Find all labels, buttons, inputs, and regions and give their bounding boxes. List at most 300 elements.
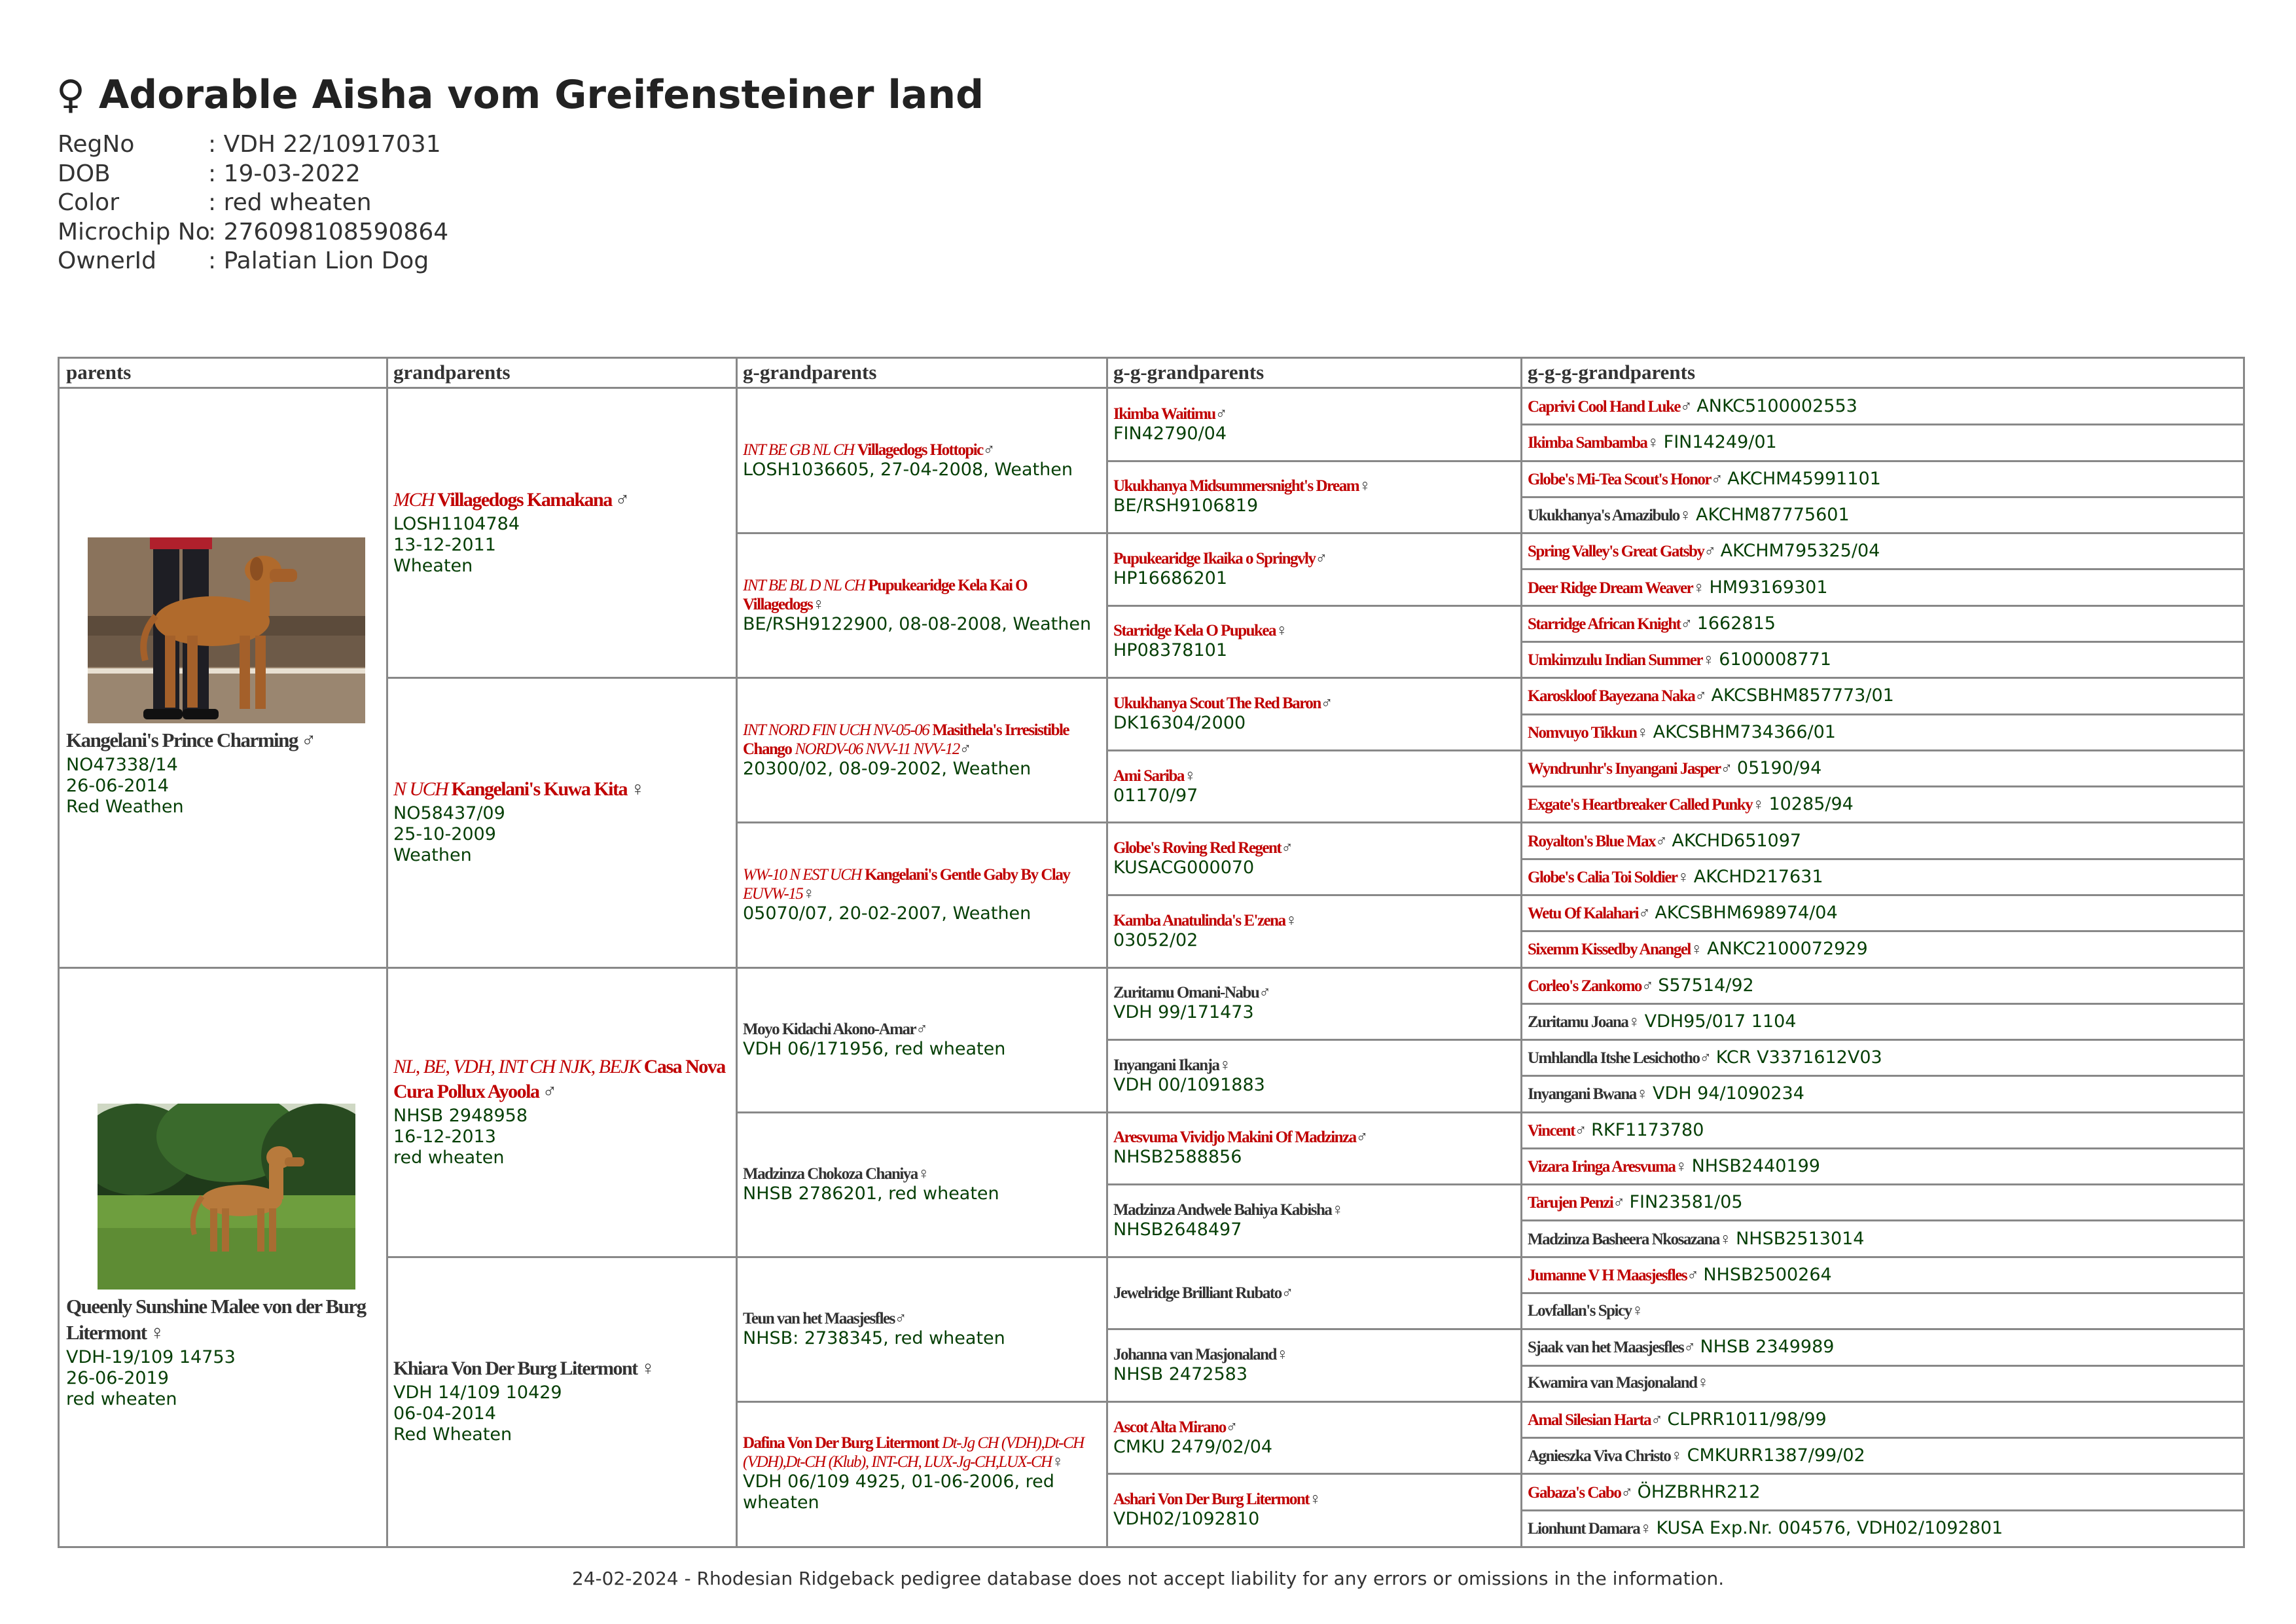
great-grandparent-cell[interactable] bbox=[736, 822, 1107, 967]
dog-name: Ukukhanya's Amazibulo bbox=[1528, 506, 1679, 524]
grandparent-cell[interactable] bbox=[387, 388, 736, 677]
detail-line: BE/RSH9106819 bbox=[1113, 496, 1259, 516]
sex-symbol: ♂ bbox=[1225, 1418, 1237, 1436]
detail-line: red wheaten bbox=[66, 1388, 177, 1409]
parent-name bbox=[66, 1295, 387, 1347]
dog-name: Globe's Mi-Tea Scout's Honor bbox=[1528, 470, 1712, 488]
great-grandparent-name bbox=[743, 721, 1107, 759]
dog-name: Spring Valley's Great Gatsby bbox=[1528, 543, 1704, 561]
ggg-grandparent-cell[interactable] bbox=[1521, 786, 2243, 822]
gg-grandparent-cell[interactable] bbox=[1107, 1184, 1521, 1257]
sex-symbol: ♂ bbox=[615, 489, 629, 511]
dog-name: Vizara Iringa Aresvuma bbox=[1528, 1158, 1676, 1176]
gg-grandparent-name bbox=[1113, 621, 1521, 640]
dog-name: Zuritamu Joana bbox=[1528, 1013, 1628, 1031]
ggg-grandparent-cell[interactable] bbox=[1521, 1148, 2243, 1184]
dog-name: Ukukhanya Scout The Red Baron bbox=[1113, 695, 1321, 713]
gg-grandparent-cell[interactable] bbox=[1107, 1112, 1521, 1185]
registration-number: AKCHD651097 bbox=[1672, 830, 1802, 851]
registration-number: AKCHM795325/04 bbox=[1720, 541, 1880, 562]
gg-grandparent-name bbox=[1113, 983, 1521, 1002]
great-grandparent-name bbox=[743, 865, 1107, 903]
dog-name: Wyndrunhr's Inyangani Jasper bbox=[1528, 759, 1721, 778]
title-prefix: MCH bbox=[393, 489, 435, 511]
detail-line: VDH 99/171473 bbox=[1113, 1002, 1254, 1023]
detail-line: CMKU 2479/02/04 bbox=[1113, 1436, 1273, 1457]
sex-symbol: ♂ bbox=[916, 1020, 927, 1038]
dog-name: Amal Silesian Harta bbox=[1528, 1411, 1651, 1430]
gg-grandparent-name bbox=[1113, 1418, 1521, 1437]
dog-title bbox=[56, 72, 984, 118]
sex-symbol: ♀ bbox=[1276, 622, 1287, 640]
ggg-grandparent-cell[interactable] bbox=[1521, 1473, 2243, 1509]
detail-line: NHSB 2948958 bbox=[393, 1105, 528, 1126]
great-grandparent-name bbox=[743, 1309, 1107, 1328]
dog-name: Madzinza Andwele Bahiya Kabisha bbox=[1113, 1200, 1332, 1219]
dog-name: Nomvuyo Tikkun bbox=[1528, 723, 1637, 742]
great-grandparent-name bbox=[743, 1434, 1107, 1471]
dog-name: Deer Ridge Dream Weaver bbox=[1528, 579, 1693, 597]
ggg-grandparent-cell[interactable] bbox=[1521, 424, 2243, 460]
sex-symbol: ♂ bbox=[1687, 1266, 1698, 1284]
detail-line: 26-06-2014 bbox=[66, 776, 169, 797]
grandparent-name bbox=[393, 489, 736, 514]
registration-number: NHSB2440199 bbox=[1691, 1156, 1820, 1177]
sex-symbol: ♀ bbox=[1285, 911, 1297, 929]
title-prefix: N UCH bbox=[393, 778, 448, 801]
female-symbol: ♀ bbox=[56, 72, 85, 118]
detail-line: 01170/97 bbox=[1113, 785, 1198, 806]
sex-symbol: ♀ bbox=[1677, 868, 1689, 886]
ggg-grandparent-cell[interactable] bbox=[1521, 1437, 2243, 1473]
detail-line: KUSACG000070 bbox=[1113, 857, 1255, 878]
footer-disclaimer: 24-02-2024 - Rhodesian Ridgeback pedigree database does not accept liability for any errors or omissions in the information. bbox=[571, 1568, 1725, 1589]
title-prefix: INT BE BL D NL CH bbox=[743, 576, 865, 594]
dog-photo bbox=[66, 537, 387, 723]
column-header-1: parents bbox=[66, 361, 132, 384]
info-row-owner: OwnerId : Palatian Lion Dog bbox=[58, 247, 429, 274]
registration-number: ANKC5100002553 bbox=[1696, 396, 1857, 417]
gg-grandparent-name bbox=[1113, 1128, 1521, 1147]
sex-symbol: ♀ bbox=[1219, 1056, 1230, 1074]
grandparent-name bbox=[393, 778, 736, 803]
dog-name: Moyo Kidachi Akono-Amar bbox=[743, 1020, 916, 1038]
gg-grandparent-name bbox=[1113, 477, 1521, 496]
detail-line: 03052/02 bbox=[1113, 929, 1198, 950]
dog-name: Kamba Anatulinda's E'zena bbox=[1113, 911, 1285, 929]
great-grandparent-cell[interactable] bbox=[736, 1257, 1107, 1401]
sire-cell[interactable] bbox=[60, 388, 387, 967]
ggg-grandparent-cell[interactable] bbox=[1521, 1293, 2243, 1329]
dog-name: Jumanne V H Maasjesfles bbox=[1528, 1266, 1687, 1284]
sex-symbol: ♂ bbox=[1315, 549, 1327, 568]
detail-line: 25-10-2009 bbox=[393, 824, 496, 845]
dog-name: Umhlandla Itshe Lesichotho bbox=[1528, 1049, 1700, 1068]
registration-number: ÖHZBRHR212 bbox=[1637, 1481, 1761, 1502]
ggg-grandparent-cell[interactable] bbox=[1521, 677, 2243, 713]
ggg-grandparent-cell[interactable] bbox=[1521, 1329, 2243, 1365]
detail-line: NHSB2648497 bbox=[1113, 1219, 1242, 1240]
dog-name: Wetu Of Kalahari bbox=[1528, 905, 1639, 923]
registration-number: 10285/94 bbox=[1768, 794, 1854, 815]
sex-symbol: ♂ bbox=[1680, 398, 1692, 416]
ggg-grandparent-cell[interactable] bbox=[1521, 605, 2243, 641]
ggg-grandparent-cell[interactable] bbox=[1521, 1003, 2243, 1039]
ggg-grandparent-cell[interactable] bbox=[1521, 1039, 2243, 1075]
dog-name: Starridge African Knight bbox=[1528, 615, 1681, 633]
ggg-grandparent-cell[interactable] bbox=[1521, 1510, 2243, 1546]
registration-number: RKF1173780 bbox=[1591, 1119, 1704, 1140]
gg-grandparent-name bbox=[1113, 1345, 1521, 1364]
detail-line: NO47338/14 bbox=[66, 755, 178, 776]
sex-symbol: ♀ bbox=[1359, 477, 1371, 496]
ggg-grandparent-cell[interactable] bbox=[1521, 1075, 2243, 1111]
ggg-grandparent-cell[interactable] bbox=[1521, 388, 2243, 424]
dog-name: Exgate's Heartbreaker Called Punky bbox=[1528, 796, 1753, 814]
sex-symbol: ♀ bbox=[1636, 723, 1648, 742]
dog-name: Kangelani's Kuwa Kita bbox=[451, 778, 627, 801]
grandparent-name bbox=[393, 1056, 736, 1106]
gg-grandparent-cell[interactable] bbox=[1107, 967, 1521, 1040]
sex-symbol: ♂ bbox=[1641, 977, 1653, 995]
registration-number: HM93169301 bbox=[1709, 577, 1828, 598]
dog-name: Sjaak van het Maasjesfles bbox=[1528, 1339, 1684, 1357]
title-suffix: NORDV-06 NVV-11 NVV-12 bbox=[795, 740, 960, 758]
ggg-grandparent-cell[interactable] bbox=[1521, 895, 2243, 931]
sex-symbol: ♂ bbox=[1680, 615, 1692, 633]
registration-number: VDH 94/1090234 bbox=[1653, 1083, 1804, 1104]
sex-symbol: ♀ bbox=[1752, 796, 1764, 814]
dog-name: Dafina Von Der Burg Litermont bbox=[743, 1434, 939, 1453]
registration-number: 05190/94 bbox=[1736, 757, 1822, 778]
detail-line: Weathen bbox=[393, 845, 472, 866]
sex-symbol: ♂ bbox=[1699, 1049, 1711, 1068]
grandparent-cell[interactable] bbox=[387, 677, 736, 967]
gg-grandparent-cell[interactable] bbox=[1107, 895, 1521, 967]
sex-symbol: ♀ bbox=[1636, 1085, 1648, 1104]
detail-line: 13-12-2011 bbox=[393, 535, 496, 556]
registration-number: KUSA Exp.Nr. 004576, VDH02/1092801 bbox=[1656, 1517, 2003, 1538]
gg-grandparent-name bbox=[1113, 549, 1521, 568]
detail-line: 26-06-2019 bbox=[66, 1367, 169, 1388]
sex-symbol: ♂ bbox=[1281, 839, 1293, 857]
detail-line: 16-12-2013 bbox=[393, 1126, 496, 1147]
title-prefix: INT BE GB NL CH bbox=[743, 441, 854, 460]
gg-grandparent-cell[interactable] bbox=[1107, 677, 1521, 750]
sex-symbol: ♀ bbox=[1331, 1200, 1343, 1219]
great-grandparent-name bbox=[743, 441, 1107, 460]
gg-grandparent-name bbox=[1113, 1200, 1521, 1219]
registration-number: CMKURR1387/99/02 bbox=[1687, 1445, 1865, 1466]
sex-symbol: ♂ bbox=[1695, 687, 1706, 706]
sex-symbol: ♂ bbox=[1355, 1128, 1367, 1147]
sex-symbol: ♀ bbox=[1183, 767, 1196, 785]
column-header-4: g-g-grandparents bbox=[1113, 361, 1265, 384]
detail-line: NHSB: 2738345, red wheaten bbox=[743, 1327, 1005, 1348]
brown-ridgeback-standing-photo bbox=[88, 537, 365, 723]
registration-number: KCR V3371612V03 bbox=[1715, 1047, 1882, 1068]
ggg-grandparent-cell[interactable] bbox=[1521, 461, 2243, 497]
detail-line: NHSB2588856 bbox=[1113, 1147, 1242, 1168]
ggg-grandparent-cell[interactable] bbox=[1521, 967, 2243, 1003]
sex-symbol: ♀ bbox=[1051, 1453, 1063, 1471]
detail-line: VDH02/1092810 bbox=[1113, 1509, 1260, 1530]
gg-grandparent-name bbox=[1113, 1490, 1521, 1509]
registration-number: NHSB 2349989 bbox=[1700, 1337, 1835, 1358]
ggg-grandparent-cell[interactable] bbox=[1521, 569, 2243, 605]
info-row-microchip: Microchip No : 276098108590864 bbox=[58, 218, 449, 245]
ggg-grandparent-cell[interactable] bbox=[1521, 533, 2243, 569]
ggg-grandparent-cell[interactable] bbox=[1521, 931, 2243, 967]
detail-line: red wheaten bbox=[393, 1147, 505, 1168]
gg-grandparent-cell[interactable] bbox=[1107, 1039, 1521, 1112]
dog-name: Vincent bbox=[1528, 1121, 1575, 1140]
registration-number: NHSB2500264 bbox=[1703, 1264, 1832, 1285]
detail-line: 06-04-2014 bbox=[393, 1403, 496, 1424]
registration-number: AKCSBHM734366/01 bbox=[1653, 721, 1836, 742]
sex-symbol: ♂ bbox=[542, 1080, 556, 1102]
sex-symbol: ♀ bbox=[1670, 1447, 1682, 1466]
title-prefix: INT NORD FIN UCH NV-05-06 bbox=[743, 721, 929, 739]
dog-name: Umkimzulu Indian Summer bbox=[1528, 651, 1702, 670]
title-suffix: EUVW-15 bbox=[743, 884, 803, 903]
great-grandparent-name bbox=[743, 576, 1107, 614]
detail-line: VDH 06/171956, red wheaten bbox=[743, 1038, 1006, 1059]
grandparent-cell[interactable] bbox=[387, 1257, 736, 1546]
registration-number: AKCHM87775601 bbox=[1696, 504, 1850, 525]
sex-symbol: ♀ bbox=[1276, 1346, 1288, 1364]
dog-name: Aresvuma Vividjo Makini Of Madzinza bbox=[1113, 1128, 1356, 1147]
sex-symbol: ♀ bbox=[1675, 1158, 1687, 1176]
registration-number: AKCHM45991101 bbox=[1727, 468, 1881, 489]
dog-name: Johanna van Masjonaland bbox=[1113, 1346, 1276, 1364]
dog-name: Khiara Von Der Burg Litermont bbox=[393, 1357, 637, 1379]
dog-name: Royalton's Blue Max bbox=[1528, 832, 1656, 850]
dog-name: Agnieszka Viva Christo bbox=[1528, 1447, 1671, 1466]
detail-line: NO58437/09 bbox=[393, 803, 505, 824]
ggg-grandparent-cell[interactable] bbox=[1521, 641, 2243, 677]
great-grandparent-cell[interactable] bbox=[736, 1112, 1107, 1257]
gg-grandparent-cell[interactable] bbox=[1107, 461, 1521, 533]
registration-number: AKCSBHM698974/04 bbox=[1655, 903, 1838, 924]
dog-name: Ikimba Sambamba bbox=[1528, 434, 1647, 452]
gg-grandparent-name bbox=[1113, 839, 1521, 857]
ggg-grandparent-cell[interactable] bbox=[1521, 714, 2243, 750]
gg-grandparent-name bbox=[1113, 911, 1521, 930]
ggg-grandparent-cell[interactable] bbox=[1521, 497, 2243, 533]
detail-line: HP16686201 bbox=[1113, 568, 1228, 588]
great-grandparent-name bbox=[743, 1020, 1107, 1039]
ggg-grandparent-cell[interactable] bbox=[1521, 1184, 2243, 1220]
sex-symbol: ♂ bbox=[1704, 543, 1715, 561]
sex-symbol: ♂ bbox=[1638, 905, 1650, 923]
dog-name: Lovfallan's Spicy bbox=[1528, 1301, 1632, 1320]
dog-name: Queenly Sunshine Malee von der Burg Litermont bbox=[66, 1294, 366, 1344]
sex-symbol: ♀ bbox=[1690, 941, 1702, 959]
registration-number: FIN23581/05 bbox=[1629, 1192, 1743, 1213]
registration-number: AKCHD217631 bbox=[1693, 866, 1823, 887]
registration-number: VDH95/017 1104 bbox=[1644, 1011, 1797, 1032]
sex-symbol: ♀ bbox=[1696, 1374, 1708, 1392]
registration-number: 6100008771 bbox=[1719, 649, 1831, 670]
dog-name: Ukukhanya Midsummersnight's Dream bbox=[1113, 477, 1359, 496]
ridgeback-on-lawn-photo bbox=[98, 1104, 355, 1290]
dog-name: Kwamira van Masjonaland bbox=[1528, 1374, 1697, 1392]
dog-name: Pupukearidge Kela Kai O Villagedogs bbox=[743, 576, 1028, 613]
ggg-grandparent-cell[interactable] bbox=[1521, 1257, 2243, 1293]
sex-symbol: ♂ bbox=[300, 729, 315, 752]
dog-name: Ashari Von Der Burg Litermont bbox=[1113, 1490, 1310, 1509]
dog-name: Gabaza's Cabo bbox=[1528, 1483, 1621, 1502]
sex-symbol: ♂ bbox=[1720, 759, 1732, 778]
gg-grandparent-cell[interactable] bbox=[1107, 822, 1521, 895]
detail-line: NHSB 2786201, red wheaten bbox=[743, 1183, 999, 1204]
sex-symbol: ♀ bbox=[149, 1320, 164, 1344]
sex-symbol: ♀ bbox=[1679, 506, 1691, 524]
gg-grandparent-cell[interactable] bbox=[1107, 750, 1521, 823]
gg-grandparent-name bbox=[1113, 1056, 1521, 1075]
dog-name: Masithela's Irresistible Chango bbox=[743, 721, 1069, 758]
dog-name: Ikimba Waitimu bbox=[1113, 405, 1215, 423]
detail-line: Red Weathen bbox=[66, 797, 184, 818]
dog-name: Inyangani Bwana bbox=[1528, 1085, 1636, 1104]
title-prefix: WW-10 N EST UCH bbox=[743, 865, 861, 884]
info-row-regno: RegNo : VDH 22/10917031 bbox=[58, 131, 441, 158]
sex-symbol: ♀ bbox=[1640, 1519, 1651, 1538]
title-suffix: Dt-Jg CH (VDH),Dt-CH (VDH),Dt-CH (Klub), INT-CH, LUX-Jg-CH,LUX-CH bbox=[743, 1434, 1084, 1471]
registration-number: NHSB2513014 bbox=[1736, 1228, 1865, 1249]
dog-name: Casa Nova Cura Pollux Ayoola bbox=[393, 1055, 725, 1102]
grandparent-name bbox=[393, 1358, 736, 1382]
registration-number: AKCSBHM857773/01 bbox=[1711, 685, 1894, 706]
gg-grandparent-cell[interactable] bbox=[1107, 1257, 1521, 1329]
sex-symbol: ♀ bbox=[812, 595, 824, 613]
grandparent-cell[interactable] bbox=[387, 967, 736, 1257]
gg-grandparent-name bbox=[1113, 405, 1521, 424]
pedigree-table bbox=[58, 357, 2245, 1548]
gg-grandparent-cell[interactable] bbox=[1107, 1401, 1521, 1474]
gg-grandparent-cell[interactable] bbox=[1107, 388, 1521, 461]
gg-grandparent-cell[interactable] bbox=[1107, 1473, 1521, 1546]
gg-grandparent-cell[interactable] bbox=[1107, 605, 1521, 678]
dog-name: Starridge Kela O Pupukea bbox=[1113, 622, 1276, 640]
dog-name: Ami Sariba bbox=[1113, 767, 1184, 785]
registration-number: S57514/92 bbox=[1658, 975, 1754, 996]
registration-number: ANKC2100072929 bbox=[1707, 939, 1868, 960]
dog-name: Jewelridge Brilliant Rubato bbox=[1113, 1284, 1282, 1302]
detail-line: VDH 14/109 10429 bbox=[393, 1382, 562, 1403]
detail-line: VDH-19/109 14753 bbox=[66, 1346, 236, 1367]
dog-name: Tarujen Penzi bbox=[1528, 1194, 1613, 1212]
sex-symbol: ♂ bbox=[1574, 1121, 1587, 1140]
great-grandparent-cell[interactable] bbox=[736, 967, 1107, 1112]
dog-name: Adorable Aisha vom Greifensteiner land bbox=[98, 72, 984, 118]
sex-symbol: ♀ bbox=[917, 1164, 929, 1183]
ggg-grandparent-cell[interactable] bbox=[1521, 859, 2243, 895]
info-row-dob: DOB : 19-03-2022 bbox=[58, 160, 361, 187]
dam-cell[interactable] bbox=[60, 967, 387, 1547]
ggg-grandparent-cell[interactable] bbox=[1521, 750, 2243, 786]
sex-symbol: ♂ bbox=[1621, 1483, 1632, 1502]
column-header-3: g-grandparents bbox=[743, 361, 877, 384]
title-prefix: NL, BE, VDH, INT CH NJK, BEJK bbox=[393, 1055, 641, 1077]
sex-symbol: ♂ bbox=[959, 740, 971, 758]
sex-symbol: ♀ bbox=[1628, 1013, 1640, 1031]
info-row-color: Color : red wheaten bbox=[58, 189, 372, 216]
ggg-grandparent-cell[interactable] bbox=[1521, 1220, 2243, 1256]
dog-name: Ascot Alta Mirano bbox=[1113, 1418, 1226, 1436]
detail-line: NHSB 2472583 bbox=[1113, 1364, 1247, 1385]
registration-number: CLPRR1011/98/99 bbox=[1667, 1409, 1827, 1430]
detail-line: FIN42790/04 bbox=[1113, 423, 1227, 444]
registration-number: FIN14249/01 bbox=[1663, 432, 1777, 453]
detail-line: 05070/07, 20-02-2007, Weathen bbox=[743, 903, 1031, 924]
dog-name: Madzinza Chokoza Chaniya bbox=[743, 1164, 918, 1183]
sex-symbol: ♂ bbox=[1281, 1284, 1293, 1302]
registration-number: 1662815 bbox=[1696, 613, 1776, 634]
ggg-grandparent-cell[interactable] bbox=[1521, 1365, 2243, 1401]
ggg-grandparent-cell[interactable] bbox=[1521, 1112, 2243, 1148]
gg-grandparent-name bbox=[1113, 767, 1521, 785]
detail-line: LOSH1036605, 27-04-2008, Weathen bbox=[743, 460, 1073, 480]
dog-name: Lionhunt Damara bbox=[1528, 1519, 1640, 1538]
ggg-grandparent-cell[interactable] bbox=[1521, 1401, 2243, 1437]
dog-name: Teun van het Maasjesfles bbox=[743, 1309, 895, 1327]
ggg-grandparent-cell[interactable] bbox=[1521, 822, 2243, 858]
dog-name: Globe's Roving Red Regent bbox=[1113, 839, 1282, 857]
dog-name: Kangelani's Gentle Gaby By Clay bbox=[865, 865, 1070, 884]
dog-name: Caprivi Cool Hand Luke bbox=[1528, 398, 1681, 416]
sex-symbol: ♀ bbox=[1693, 579, 1704, 597]
detail-line: VDH 00/1091883 bbox=[1113, 1074, 1265, 1095]
great-grandparent-cell[interactable] bbox=[736, 677, 1107, 822]
sex-symbol: ♂ bbox=[894, 1309, 906, 1327]
sex-symbol: ♂ bbox=[1655, 832, 1667, 850]
gg-grandparent-cell[interactable] bbox=[1107, 1329, 1521, 1401]
gg-grandparent-name bbox=[1113, 1284, 1521, 1303]
detail-line: Wheaten bbox=[393, 556, 473, 577]
detail-line: HP08378101 bbox=[1113, 640, 1228, 661]
sex-symbol: ♀ bbox=[1309, 1490, 1321, 1509]
parent-name bbox=[66, 729, 387, 755]
dog-name: Karoskloof Bayezana Naka bbox=[1528, 687, 1695, 706]
sex-symbol: ♀ bbox=[630, 778, 645, 801]
column-header-5: g-g-g-grandparents bbox=[1528, 361, 1696, 384]
dog-info bbox=[58, 130, 448, 276]
sex-symbol: ♂ bbox=[1613, 1194, 1624, 1212]
sex-symbol: ♀ bbox=[1631, 1301, 1643, 1320]
sex-symbol: ♂ bbox=[1215, 405, 1227, 423]
dog-name: Sixemm Kissedby Anangel bbox=[1528, 941, 1691, 959]
dog-name: Villagedogs Kamakana bbox=[437, 489, 612, 511]
column-header-2: grandparents bbox=[393, 361, 511, 384]
detail-line: VDH 06/109 4925, 01-06-2006, red wheaten bbox=[743, 1471, 1054, 1513]
great-grandparent-cell[interactable] bbox=[736, 1401, 1107, 1546]
dog-name: Villagedogs Hottopic bbox=[857, 441, 983, 460]
dog-name: Pupukearidge Ikaika o Springvly bbox=[1113, 549, 1316, 568]
dog-name: Globe's Calia Toi Soldier bbox=[1528, 868, 1677, 886]
great-grandparent-cell[interactable] bbox=[736, 533, 1107, 677]
gg-grandparent-cell[interactable] bbox=[1107, 533, 1521, 605]
sex-symbol: ♂ bbox=[1711, 470, 1723, 488]
dog-name: Kangelani's Prince Charming bbox=[66, 729, 298, 752]
dog-name: Inyangani Ikanja bbox=[1113, 1056, 1219, 1074]
sex-symbol: ♀ bbox=[1702, 651, 1714, 670]
dog-photo bbox=[66, 1104, 387, 1290]
great-grandparent-cell[interactable] bbox=[736, 388, 1107, 533]
gg-grandparent-name bbox=[1113, 694, 1521, 713]
sex-symbol: ♀ bbox=[640, 1357, 655, 1379]
